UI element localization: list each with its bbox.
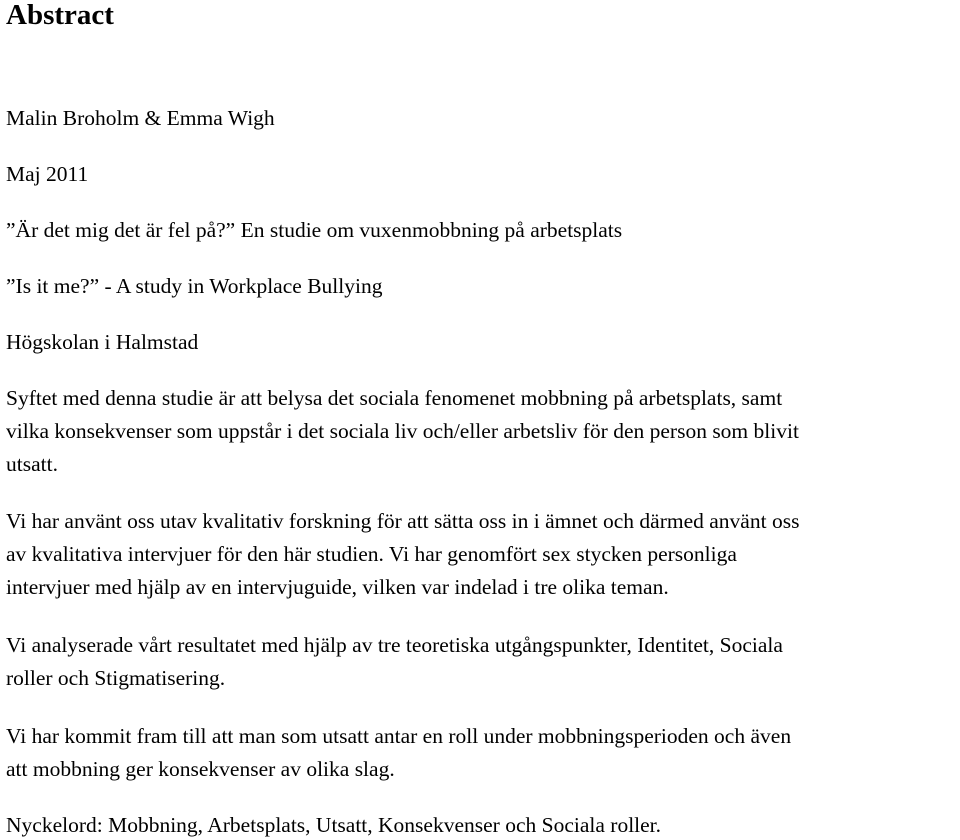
keywords: Nyckelord: Mobbning, Arbetsplats, Utsatt, Konsekvenser och Sociala roller. [6,813,662,837]
paragraph-line: vilka konsekvenser som uppstår i det sociala liv och/eller arbetsliv för den person som blivit [6,419,799,443]
paragraph-analysis [6,629,960,695]
paragraph-line: Vi har använt oss utav kvalitativ forskning för att sätta oss in i ämnet och därmed använt oss [6,509,800,533]
paragraph-line: Vi analyserade vårt resultatet med hjälp av tre teoretiska utgångspunkter, Identitet, Sociala [6,633,783,657]
date: Maj 2011 [6,162,89,186]
institution: Högskolan i Halmstad [6,330,199,354]
paragraph-line: att mobbning ger konsekvenser av olika slag. [6,757,395,781]
paragraph-line: utsatt. [6,452,58,476]
paragraph-line: Vi har kommit fram till att man som utsatt antar en roll under mobbningsperioden och även [6,724,792,748]
paragraph-purpose [6,382,960,481]
paragraph-line: roller och Stigmatisering. [6,666,226,690]
page-title: Abstract [6,0,114,31]
title-swedish: ”Är det mig det är fel på?” En studie om vuxenmobbning på arbetsplats [6,218,623,242]
title-english: ”Is it me?” - A study in Workplace Bullying [6,274,383,298]
paragraph-method [6,505,960,604]
paragraph-line: Syftet med denna studie är att belysa det sociala fenomenet mobbning på arbetsplats, samt [6,386,783,410]
paragraph-line: av kvalitativa intervjuer för den här studien. Vi har genomfört sex stycken personliga [6,542,737,566]
authors: Malin Broholm & Emma Wigh [6,106,275,130]
paragraph-line: intervjuer med hjälp av en intervjuguide, vilken var indelad i tre olika teman. [6,575,669,599]
paragraph-conclusion [6,720,960,786]
